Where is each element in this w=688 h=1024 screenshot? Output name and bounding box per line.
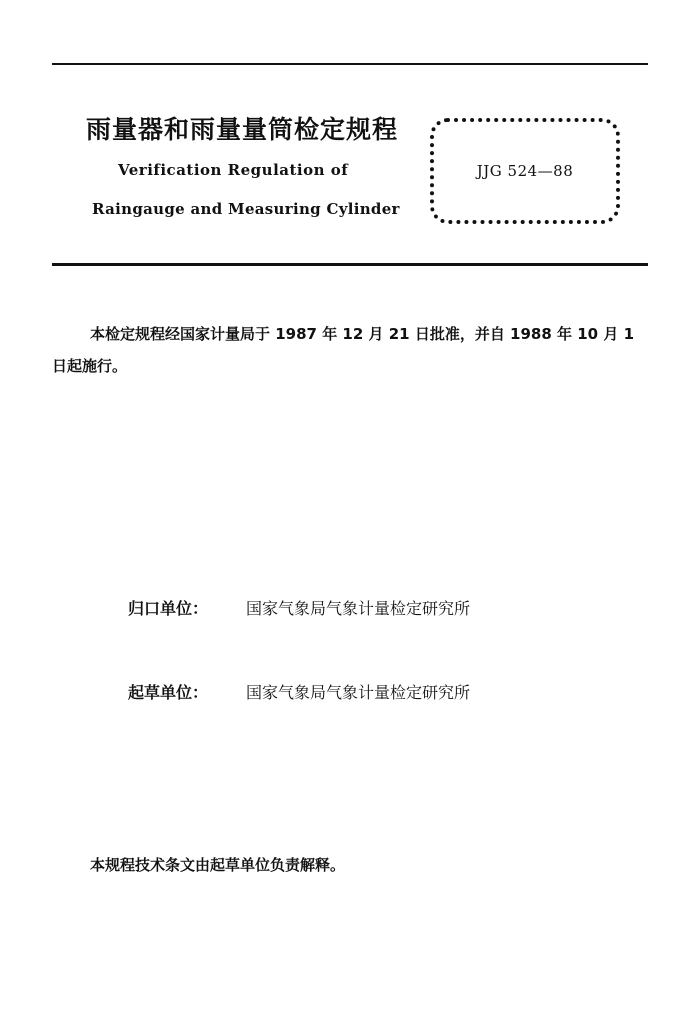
standard-code: JJG 524—88 xyxy=(476,162,574,180)
responsible-unit-label: 归口单位： xyxy=(128,599,209,618)
standard-code-box xyxy=(430,118,620,224)
document-title-cn: 雨量器和雨量量筒检定规程 xyxy=(86,115,399,144)
responsible-unit-value: 国家气象局气象计量检定研究所 xyxy=(246,599,471,618)
interpretation-note: 本规程技术条文由起草单位负责解释。 xyxy=(90,856,346,874)
drafting-unit-label: 起草单位： xyxy=(128,683,209,702)
approval-statement: 本检定规程经国家计量局于 1987 年 12 月 21 日批准，并自 1988 年 10 月 1 日起施行。 xyxy=(52,325,635,375)
top-rule xyxy=(52,63,648,65)
bottom-rule xyxy=(52,263,648,266)
responsible-unit-row xyxy=(128,596,470,619)
drafting-unit-row xyxy=(128,680,470,703)
drafting-unit-value: 国家气象局气象计量检定研究所 xyxy=(246,683,471,702)
document-title-en-line2: Raingauge and Measuring Cylinder xyxy=(92,200,400,218)
document-title-en-line1: Verification Regulation of xyxy=(118,161,349,179)
